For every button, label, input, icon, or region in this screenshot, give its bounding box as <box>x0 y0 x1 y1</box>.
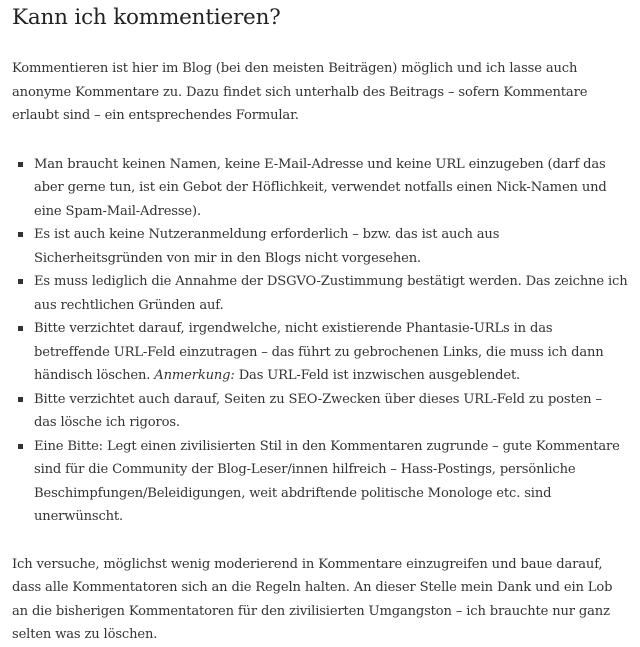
list-item <box>12 270 628 317</box>
square-bullet-icon <box>18 232 23 237</box>
section-heading: Kann ich kommentieren? <box>12 5 281 30</box>
square-bullet-icon <box>18 279 23 284</box>
outro-paragraph: Ich versuche, möglichst wenig moderierend in Kommentare einzugreifen und baue darauf, dass alle Kommentatoren sich an die Regeln halten. An dieser Stelle mein Dank und ein Lob an die bisherigen Kommentatoren für den zivilisierten Umgangston – ich brauchte nur ganz selten was zu löschen. <box>12 556 613 642</box>
list-item <box>12 223 628 270</box>
list-item-text: Man braucht keinen Namen, keine E-Mail-Adresse und keine URL einzugeben (darf das aber gerne tun, ist ein Gebot der Höflichkeit, verwendet notfalls einen Nick-Namen und eine Spam-Mail-Adresse). <box>34 156 607 219</box>
list-item <box>12 388 628 435</box>
square-bullet-icon <box>18 326 23 331</box>
square-bullet-icon <box>18 444 23 449</box>
list-item <box>12 435 628 529</box>
list-item-text: Eine Bitte: Legt einen zivilisierten Stil in den Kommentaren zugrunde – gute Kommentare sind für die Community der Blog-Leser/innen hilfreich – Hass-Postings, persönliche Beschimpfungen/Beleidigungen, weit abdriftende politische Monologe etc. sind unerwünscht. <box>34 438 620 524</box>
list-item <box>12 153 628 224</box>
list-item <box>12 317 628 388</box>
note-text: Das URL-Feld ist inzwischen ausgeblendet. <box>238 368 521 383</box>
list-item-text: Bitte verzichtet auch darauf, Seiten zu SEO-Zwecken über dieses URL-Feld zu posten – das lösche ich rigoros. <box>34 391 602 430</box>
square-bullet-icon <box>18 162 23 167</box>
list-item-text: Es ist auch keine Nutzeranmeldung erforderlich – bzw. das ist auch aus Sicherheitsgründen von mir in den Blogs nicht vorgesehen. <box>34 227 500 266</box>
list-item-text: Bitte verzichtet darauf, irgendwelche, nicht existierende Phantasie-URLs in das betreffende URL-Feld einzutragen – das führt zu gebrochenen Links, die muss ich dann händisch löschen. <box>34 321 604 383</box>
article-section <box>0 4 640 644</box>
intro-paragraph: Kommentieren ist hier im Blog (bei den meisten Beiträgen) möglich und ich lasse auch anonyme Kommentare zu. Dazu findet sich unterhalb des Beitrags – sofern Kommentare erlaubt sind – ein entsprechendes Formular. <box>12 61 588 123</box>
list-item-text: Es muss lediglich die Annahme der DSGVO-Zustimmung bestätigt werden. Das zeichne ich aus rechtlichen Gründen auf. <box>34 274 628 313</box>
note-label: Anmerkung: <box>154 368 235 383</box>
rules-list <box>12 153 628 529</box>
square-bullet-icon <box>18 397 23 402</box>
